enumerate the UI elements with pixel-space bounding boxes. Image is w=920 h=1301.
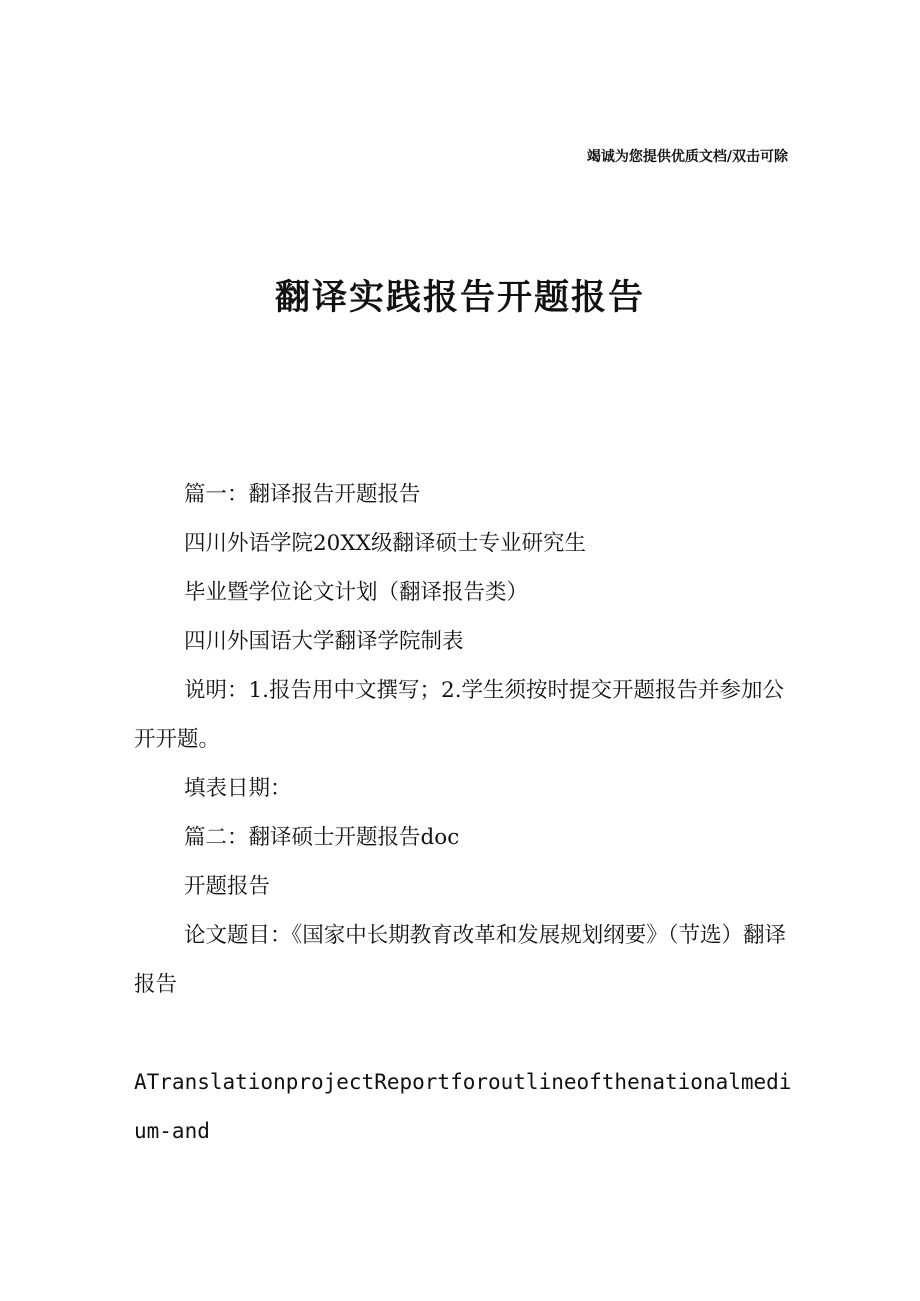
- paragraph-plan-type: 毕业暨学位论文计划（翻译报告类）: [184, 580, 529, 605]
- document-body: [134, 470, 794, 1156]
- paragraph-institution: 四川外语学院20XX级翻译硕士专业研究生: [184, 531, 586, 556]
- document-title: 翻译实践报告开题报告: [274, 278, 645, 318]
- paragraph-thesis-title: 论文题目：《国家中长期教育改革和发展规划纲要》（节选）翻译报告: [134, 923, 787, 997]
- paragraph-form-maker: 四川外国语大学翻译学院制表: [184, 629, 464, 654]
- paragraph-report-label: 开题报告: [184, 874, 271, 899]
- paragraph-fill-date: 填表日期：: [184, 776, 292, 801]
- paragraph-section-two-heading: 篇二：翻译硕士开题报告doc: [184, 825, 460, 850]
- header-note: 竭诚为您提供优质文档/双击可除: [586, 149, 788, 165]
- paragraph-english-title: ATranslationprojectReportforoutlineofthenationalmedium-and: [134, 1070, 792, 1143]
- paragraph-instructions: 说明：1.报告用中文撰写；2.学生须按时提交开题报告并参加公开开题。: [134, 678, 785, 752]
- paragraph-section-one-heading: 篇一：翻译报告开题报告: [184, 482, 421, 507]
